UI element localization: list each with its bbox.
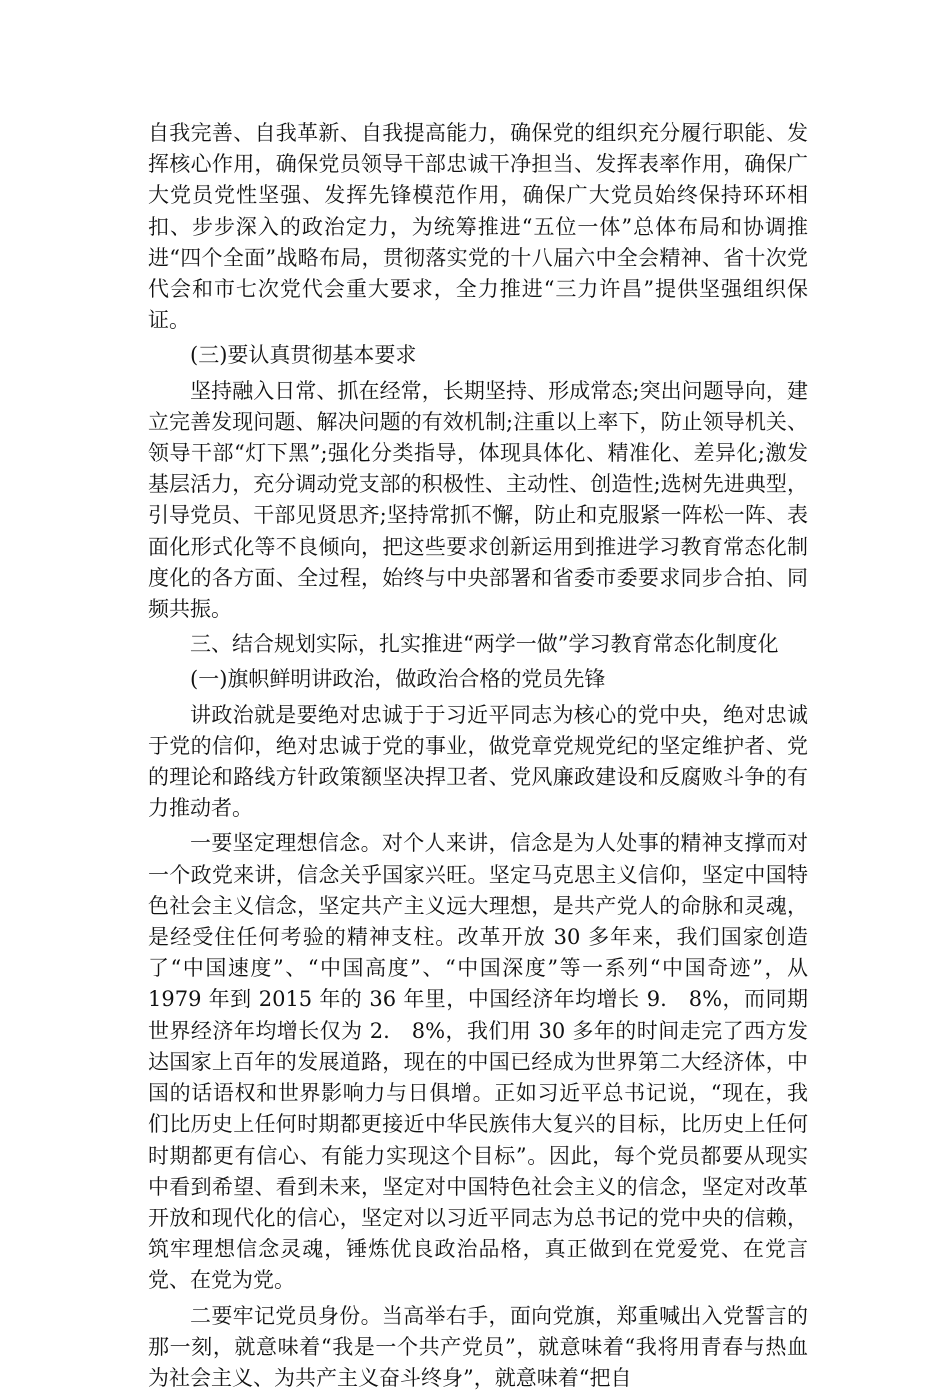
document-page bbox=[148, 118, 808, 1398]
heading-section-three: 三、结合规划实际，扎实推进“两学一做”学习教育常态化制度化 bbox=[190, 632, 779, 657]
heading-talk-politics: (一)旗帜鲜明讲政治，做政治合格的党员先锋 bbox=[190, 667, 606, 692]
heading-basic-requirements: (三)要认真贯彻基本要求 bbox=[190, 343, 417, 368]
paragraph-talk-politics: 讲政治就是要绝对忠诚于于习近平同志为核心的党中央，绝对忠诚于党的信仰，绝对忠诚于党的事业，做党章党规党纪的坚定维护者、党的理论和路线方针政策额坚决捍卫者、党风廉政建设和反腐败斗争的有力推动者。 bbox=[148, 702, 808, 821]
paragraph-firm-ideals: 一要坚定理想信念。对个人来讲，信念是为人处事的精神支撑而对一个政党来讲，信念关乎国家兴旺。坚定马克思主义信仰，坚定中国特色社会主义信念，坚定共产主义远大理想，是共产党人的命脉和灵魂，是经受住任何考验的精神支柱。改革开放 30 多年来，我们国家创造了“中国速度”、“中国高度”、“中国深度”等一系列“中国奇迹”，从 1979 年到 2015 年的 36 年里，中国经济年均增长 9. 8%，而同期世界经济年均增长仅为 2. 8%，我们用 30 多年的时间走完了西方发达国家上百年的发展道路，现在的中国已经成为世界第二大经济体，中国的话语权和世界影响力与日俱增。正如习近平总书记说，“现在，我们比历史上任何时期都更接近中华民族伟大复兴的目标，比历史上任何时期都更有信心、有能力实现这个目标”。因此，每个党员都要从现实中看到希望、看到未来，坚定对中国特色社会主义的信念，坚定对改革开放和现代化的信心，坚定对以习近平同志为总书记的党中央的信赖，筑牢理想信念灵魂，锤炼优良政治品格，真正做到在党爱党、在党言党、在党为党。 bbox=[148, 831, 808, 1293]
paragraph-party-identity: 二要牢记党员身份。当高举右手，面向党旗，郑重喊出入党誓言的那一刻，就意味着“我是一个共产党员”，就意味着“我将用青春与热血为社会主义、为共产主义奋斗终身”，就意味着“把自 bbox=[148, 1303, 808, 1390]
paragraph-organization-guarantee: 自我完善、自我革新、自我提高能力，确保党的组织充分履行职能、发挥核心作用，确保党员领导干部忠诚干净担当、发挥表率作用，确保广大党员党性坚强、发挥先锋模范作用，确保广大党员始终保持环环相扣、步步深入的政治定力，为统筹推进“五位一体”总体布局和协调推进“四个全面”战略布局，贯彻落实党的十八届六中全会精神、省十次党代会和市七次党代会重大要求，全力推进“三力许昌”提供坚强组织保证。 bbox=[148, 121, 808, 333]
paragraph-basic-requirements: 坚持融入日常、抓在经常，长期坚持、形成常态;突出问题导向，建立完善发现问题、解决问题的有效机制;注重以上率下，防止领导机关、领导干部“灯下黑”;强化分类指导，体现具体化、精准化、差异化;激发基层活力，充分调动党支部的积极性、主动性、创造性;选树先进典型，引导党员、干部见贤思齐;坚持常抓不懈，防止和克服紧一阵松一阵、表面化形式化等不良倾向，把这些要求创新运用到推进学习教育常态化制度化的各方面、全过程，始终与中央部署和省委市委要求同步合拍、同频共振。 bbox=[148, 378, 808, 622]
